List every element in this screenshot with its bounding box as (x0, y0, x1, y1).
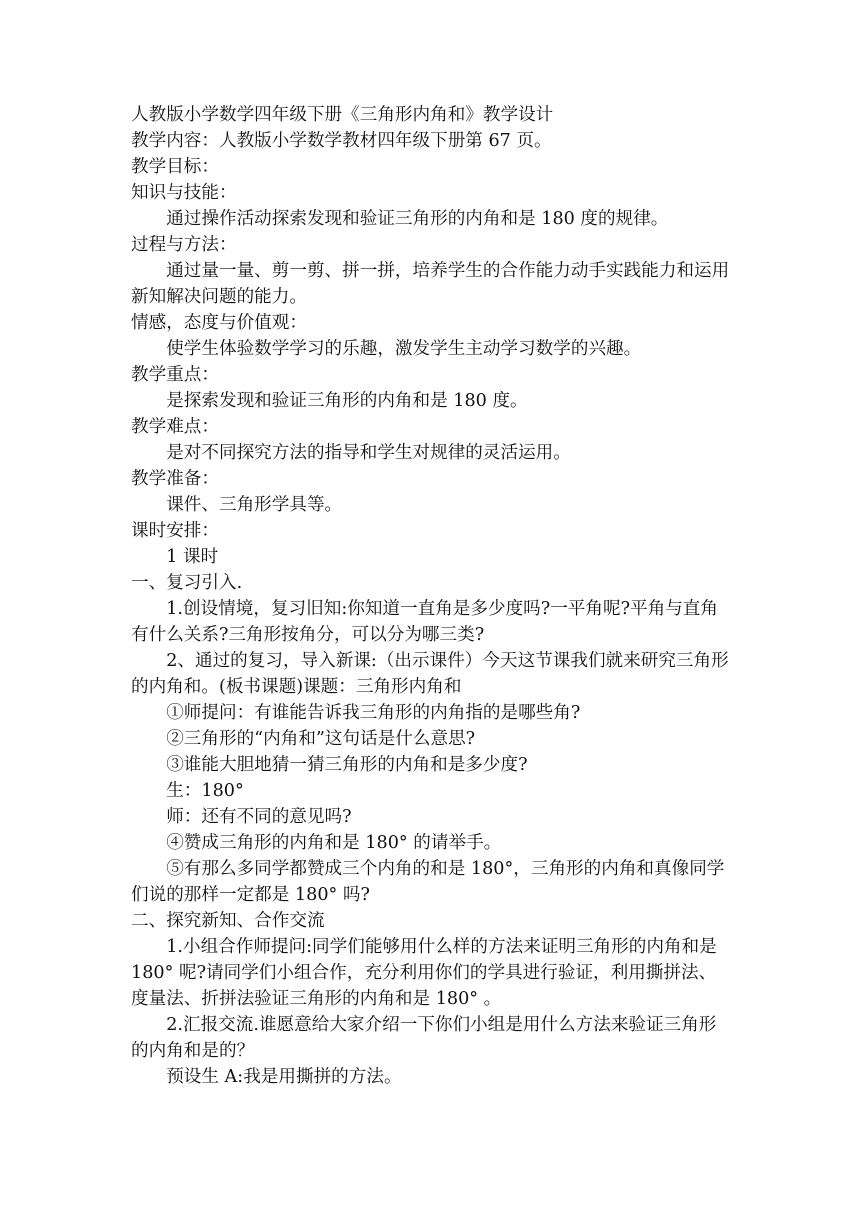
list-item-question-5: ⑤有那么多同学都赞成三个内角的和是 180°，三角形的内角和真像同学们说的那样一定都是 180° 吗? (131, 859, 725, 905)
list-item-question-4: ④赞成三角形的内角和是 180° 的请举手。 (166, 833, 502, 853)
list-item-question-2: ②三角形的“内角和”这句话是什么意思? (166, 729, 476, 749)
paragraph-group-work: 1.小组合作师提问:同学们能够用什么样的方法来证明三角形的内角和是 180° 呢?请同学们小组合作，充分利用你们的学具进行验证，利用撕拼法、度量法、折拼法验证三角形的内角和是 180° 。 (131, 937, 717, 1009)
paragraph-review-2: 2、通过的复习，导入新课:（出示课件）今天这节课我们就来研究三角形的内角和。(板书课题)课题：三角形内角和 (131, 651, 729, 697)
teaching-content: 教学内容：人教版小学数学教材四年级下册第 67 页。 (131, 131, 552, 151)
heading-section-2: 二、探究新知、合作交流 (131, 911, 325, 931)
heading-schedule: 课时安排： (131, 521, 219, 541)
heading-knowledge-skills: 知识与技能： (131, 183, 237, 203)
heading-process-methods: 过程与方法： (131, 235, 237, 255)
text-key-points: 是探索发现和验证三角形的内角和是 180 度。 (166, 391, 528, 411)
heading-preparation: 教学准备： (131, 469, 219, 489)
text-preparation: 课件、三角形学具等。 (166, 495, 343, 515)
document-title: 人教版小学数学四年级下册《三角形内角和》教学设计 (131, 105, 554, 125)
dialogue-teacher: 师：还有不同的意见吗? (166, 807, 352, 827)
heading-teaching-goals: 教学目标： (131, 157, 219, 177)
text-emotion-values: 使学生体验数学学习的乐趣，激发学生主动学习数学的兴趣。 (166, 339, 642, 359)
text-knowledge-skills: 通过操作活动探索发现和验证三角形的内角和是 180 度的规律。 (166, 209, 669, 229)
text-student-a: 预设生 A:我是用撕拼的方法。 (166, 1067, 402, 1087)
heading-difficulties: 教学难点： (131, 417, 219, 437)
text-schedule: 1 课时 (166, 547, 219, 567)
heading-emotion-values: 情感，态度与价值观： (131, 313, 307, 333)
document-body (131, 102, 731, 1090)
text-process-methods: 通过量一量、剪一剪、拼一拼，培养学生的合作能力动手实践能力和运用新知解决问题的能力。 (131, 261, 730, 307)
paragraph-report: 2.汇报交流.谁愿意给大家介绍一下你们小组是用什么方法来验证三角形的内角和是的？ (131, 1015, 717, 1061)
list-item-question-1: ①师提问：有谁能告诉我三角形的内角指的是哪些角? (166, 703, 581, 723)
heading-section-1: 一、复习引入. (131, 573, 243, 593)
paragraph-review-1: 1.创设情境，复习旧知:你知道一直角是多少度吗?一平角呢?平角与直角有什么关系?三角形按角分，可以分为哪三类? (131, 599, 718, 645)
list-item-question-3: ③谁能大胆地猜一猜三角形的内角和是多少度? (166, 755, 528, 775)
heading-key-points: 教学重点： (131, 365, 219, 385)
text-difficulties: 是对不同探究方法的指导和学生对规律的灵活运用。 (166, 443, 571, 463)
dialogue-student: 生：180° (166, 781, 244, 801)
